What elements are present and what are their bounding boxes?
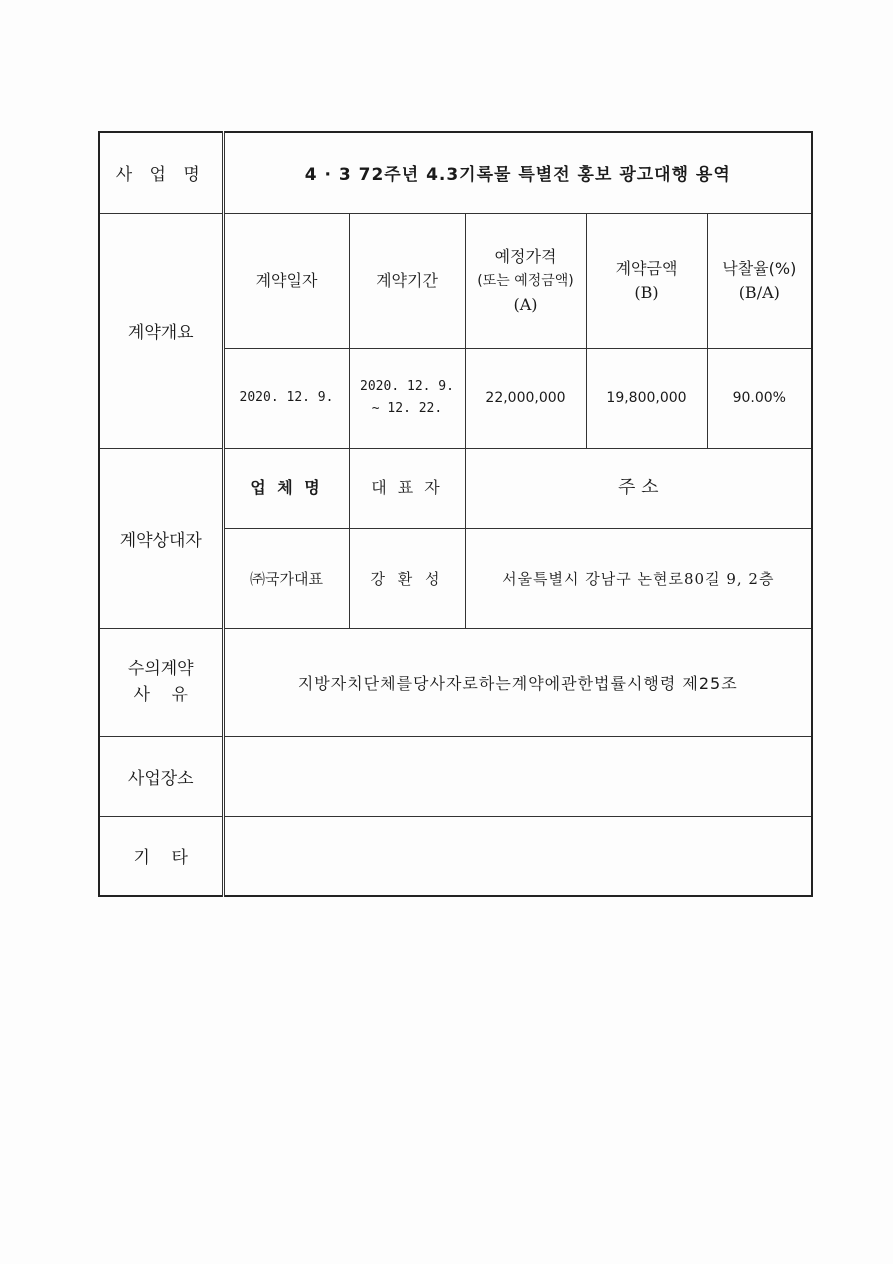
value-representative: 강 환 성: [349, 528, 465, 628]
overview-header-row: [99, 213, 812, 348]
project-title: 4 · 3 72주년 4.3기록물 특별전 홍보 광고대행 용역: [223, 132, 812, 213]
estimated-price-note: (또는 예정금액): [477, 272, 574, 289]
estimated-price-label: 예정가격: [494, 246, 557, 266]
value-award-rate: 90.00%: [707, 348, 812, 448]
private-contract-reason-label: [99, 628, 223, 736]
project-name-label: 사 업 명: [99, 132, 223, 213]
header-award-rate: [707, 213, 812, 348]
project-location-row: [99, 736, 812, 816]
value-contract-date: 2020. 12. 9.: [223, 348, 349, 448]
counterparty-label: 계약상대자: [99, 448, 223, 628]
award-rate-formula: (B/A): [738, 282, 780, 302]
value-estimated-price: 22,000,000: [465, 348, 586, 448]
private-contract-reason-row: [99, 628, 812, 736]
contract-amount-symbol: (B): [634, 282, 659, 302]
other-value: [223, 816, 812, 896]
other-row: [99, 816, 812, 896]
value-address: 서울특별시 강남구 논현로80길 9, 2층: [465, 528, 812, 628]
estimated-price-symbol: (A): [513, 294, 538, 314]
header-address: 주 소: [465, 448, 812, 528]
reason-label-line1: 수의계약: [127, 659, 194, 679]
value-company-name: ㈜국가대표: [223, 528, 349, 628]
reason-label-line2: 사 유: [133, 685, 188, 705]
value-contract-period: [349, 348, 465, 448]
contract-overview-label: 계약개요: [99, 213, 223, 448]
header-contract-date: 계약일자: [223, 213, 349, 348]
contract-period-start: 2020. 12. 9.: [360, 379, 454, 394]
header-representative: 대 표 자: [349, 448, 465, 528]
project-name-row: [99, 132, 812, 213]
contract-info-table: [98, 131, 813, 897]
project-location-label: 사업장소: [99, 736, 223, 816]
other-label: 기 타: [99, 816, 223, 896]
header-estimated-price: [465, 213, 586, 348]
header-company-name: 업 체 명: [223, 448, 349, 528]
project-location-value: [223, 736, 812, 816]
award-rate-label: 낙찰율(%): [722, 258, 797, 278]
contract-amount-label: 계약금액: [615, 258, 678, 278]
contract-period-end: ~ 12. 22.: [371, 401, 443, 416]
value-contract-amount: 19,800,000: [586, 348, 707, 448]
counterparty-header-row: [99, 448, 812, 528]
header-contract-amount: [586, 213, 707, 348]
private-contract-reason-value: 지방자치단체를당사자로하는계약에관한법률시행령 제25조: [223, 628, 812, 736]
header-contract-period: 계약기간: [349, 213, 465, 348]
